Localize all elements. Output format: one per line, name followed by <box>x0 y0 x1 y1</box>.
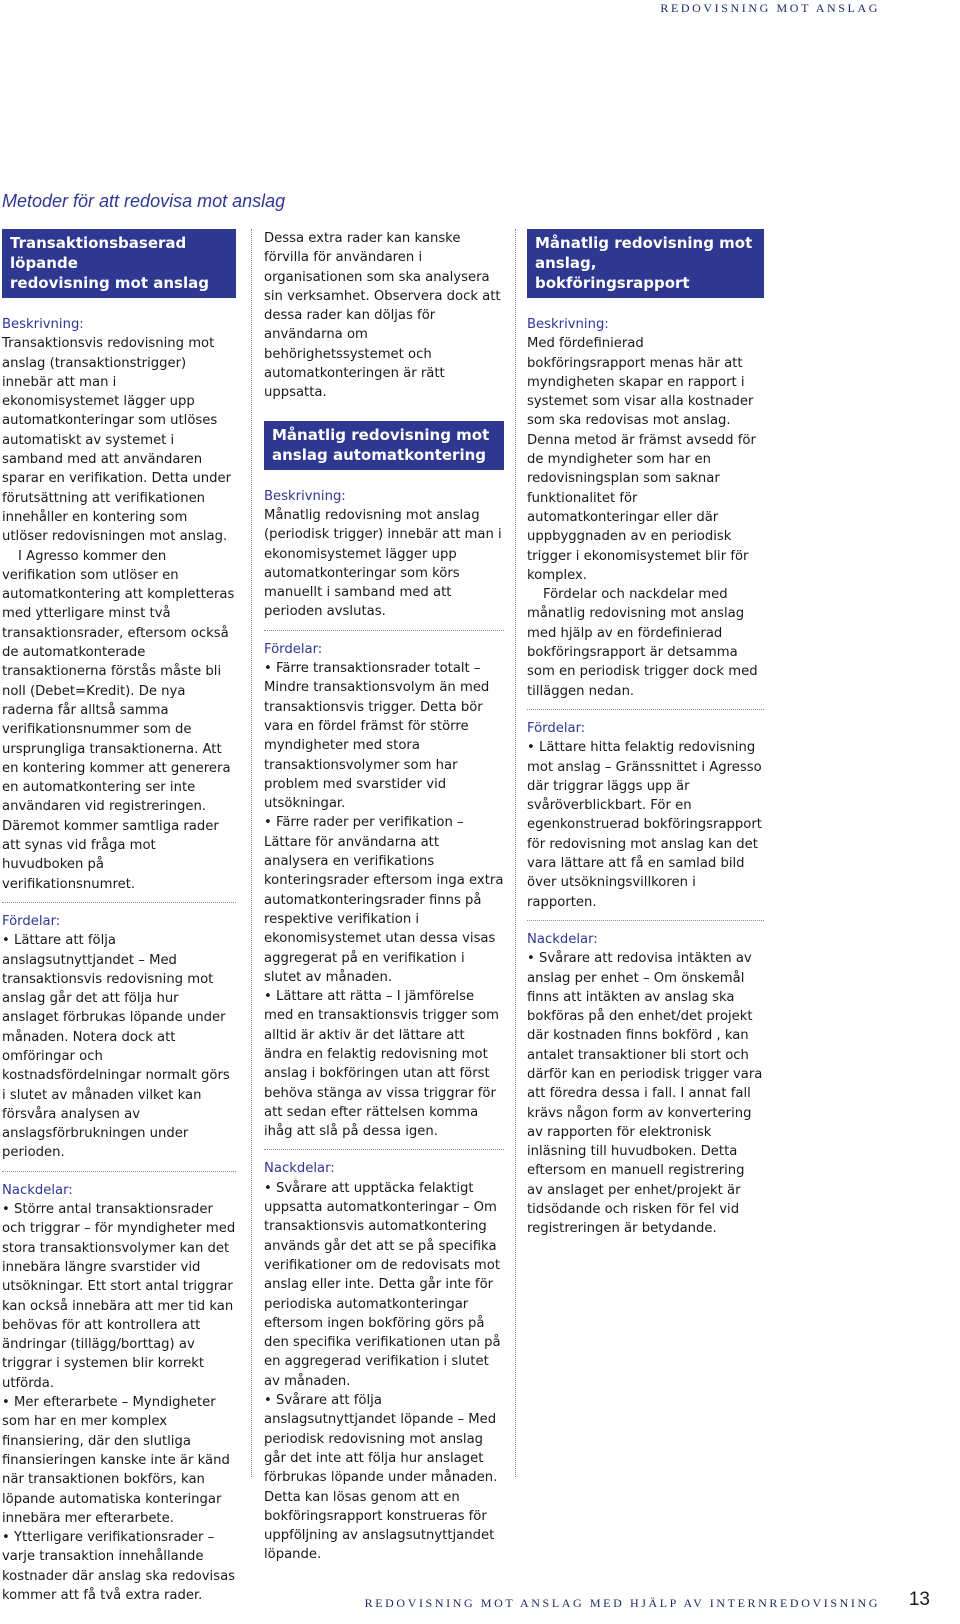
column-divider <box>515 229 516 1477</box>
page-footer: REDOVISNING MOT ANSLAG MED HJÄLP AV INTERNREDOVISNING <box>364 1596 880 1610</box>
column-divider <box>251 229 252 1477</box>
nackdelar-label: Nackdelar: <box>264 1161 335 1177</box>
heading-automatkontering: Månatlig redovisning mot anslag automatkontering <box>264 421 504 470</box>
beskrivning-text-2: Fördelar och nackdelar med månatlig redovisning mot anslag med hjälp av en fördefinierad bokföringsrapport är detsamma som en periodisk trigger dock med tilläggen nedan. <box>527 587 758 699</box>
nackdelar-item: • Svårare att följa anslagsutnyttjandet löpande – Med periodisk redovisning mot anslag går det inte att följa hur anslaget förbrukas löpande under månaden. Detta kan lösas genom att en bokföringsrapport konstrueras för uppföljning av anslagsutnyttjandet löpande. <box>264 1393 498 1563</box>
nackdelar-label: Nackdelar: <box>2 1182 73 1198</box>
fordelar-item: • Lättare hitta felaktig redovisning mot anslag – Gränssnittet i Agresso där triggrar läggs upp är svåröverblickbart. För en egenkonstruerad bokföringsrapport för redovisning mot anslag kan det vara lättare att få en samlad bild över utsökningsvillkoren i rapporten. <box>527 740 762 910</box>
dotted-separator <box>527 920 764 921</box>
column-automatkontering <box>264 229 504 1565</box>
running-head: REDOVISNING MOT ANSLAG <box>660 1 880 15</box>
heading-transaktionsbaserad: Transaktionsbaserad löpande redovisning mot anslag <box>2 229 236 298</box>
nackdelar-item: • Mer efterarbete – Myndigheter som har en mer komplex finansiering, där den slutliga finansieringen kanske inte är känd när transaktionen bokförs, kan löpande automatiska konteringar innebära mer efterarbete. <box>2 1395 230 1526</box>
nackdelar-item: • Större antal transaktionsrader och triggrar – för myndigheter med stora transaktionsvolymer kan det innebära längre svarstider vid utsökningar. Ett stort antal triggrar kan också innebära att mer tid kan behövas för att kontrollera att ändringar (tillägg/borttag) av triggrar i systemen blir korrekt utförda. <box>2 1202 236 1391</box>
column-transaktionsbaserad <box>2 229 236 1605</box>
fordelar-item: • Lättare att följa anslagsutnyttjandet – Med transaktionsvis redovisning mot anslag går det att följa hur anslaget förbrukas löpande under månaden. Notera dock att omföringar och kostnadsfördelningar normalt görs i slutet av månaden vilket kan försvåra analysen av anslagsförbrukningen under perioden. <box>2 933 230 1161</box>
fordelar-item: • Färre rader per verifikation – Lättare för användarna att analysera en verifikations konteringsrader eftersom inga extra automatkonteringsrader finns på respektive verifikation i ekonomisystemet utan dessa visas aggregerat på en verifikation i slutet av månaden. <box>264 815 504 985</box>
column-bokforingsrapport <box>527 229 764 1239</box>
nackdelar-item: • Svårare att upptäcka felaktigt uppsatta automatkonteringar – Om transaktionsvis automatkontering används går det att se på specifika verifikationer om de redovisats mot anslag eller inte. Detta går inte för periodiska automatkonteringar eftersom ingen bokföring görs på den specifika verifikationen utan på en aggregerad verifikation i slutet av månaden. <box>264 1180 501 1389</box>
dotted-separator <box>264 630 504 631</box>
fordelar-item: • Lättare att rätta – I jämförelse med en transaktionsvis trigger som alltid är aktiv är det lättare att ändra en felaktig redovisning mot anslag i bokföringen utan att först behöva stänga av vissa triggrar för att sedan efter rättelsen komma ihåg att slå på dessa igen. <box>264 989 499 1140</box>
fordelar-item: • Färre transaktionsrader totalt – Mindre transaktionsvolym än med transaktionsvis trigger. Detta bör vara en fördel främst för större myndigheter med stora transaktionsvolymer som har problem med svarstider vid utsökningar. <box>264 661 490 812</box>
dotted-separator <box>2 902 236 903</box>
nackdelar-label: Nackdelar: <box>527 931 598 947</box>
beskrivning-label: Beskrivning: <box>527 317 609 332</box>
beskrivning-label: Beskrivning: <box>2 317 84 332</box>
nackdelar-item: • Ytterligare verifikationsrader – varje transaktion innehållande kostnader där anslag ska redovisas kommer att få två extra rader. <box>2 1530 236 1603</box>
fordelar-label: Fördelar: <box>527 720 586 736</box>
nackdelar-item: • Svårare att redovisa intäkten av anslag per enhet – Om önskemål finns att intäkten av anslag ska bokföras på den enhet/det projekt där kostnaden finns bokförd , kan antalet transaktioner bli stort och därför kan en periodisk trigger vara att föredra dessa i fall. I annat fall krävs någon form av konvertering av rapporten för elektronisk inläsning till huvudboken. Detta eftersom en manuell registrering av anslaget per enhet/projekt är tidsödande och risken för fel vid registreringen är betydande. <box>527 951 763 1237</box>
fordelar-label: Fördelar: <box>264 641 323 657</box>
dotted-separator <box>2 1171 236 1172</box>
agresso-paragraph: I Agresso kommer den verifikation som utlöser en automatkontering att kompletteras med ytterligare minst två transaktionsrader, eftersom också de automatkonterade transaktionerna förstås måste bli noll (Debet=Kredit). De nya raderna får alltså samma verifikationsnummer som de ursprungliga transaktionerna. Att en kontering kommer att generera en automatkontering ser inte användaren vid registreringen. Däremot kommer samtliga rader att synas vid fråga mot huvudboken på verifikationsnumret. <box>2 548 235 892</box>
beskrivning-text: Transaktionsvis redovisning mot anslag (transaktionstrigger) innebär att man i ekonomisystemet lägger upp automatkonteringar som utlöses automatiskt av systemet i samband med att användaren sparar en verifikation. Detta under förutsättning att verifikationen innehåller en kontering som utlöser redovisningen mot anslag. <box>2 336 232 545</box>
intro-text: Dessa extra rader kan kanske förvilla för användaren i organisationen som ska analysera sin verksamhet. Observera dock att dessa rader kan döljas för användarna om behörighetssystemet och automatkonteringen är rätt uppsatta. <box>264 231 501 401</box>
page-number: 13 <box>908 1589 930 1610</box>
beskrivning-label: Beskrivning: <box>264 488 346 504</box>
beskrivning-text: Månatlig redovisning mot anslag (periodisk trigger) innebär att man i ekonomisystemet lägger upp automatkonteringar som körs manuellt i samband med att perioden avslutas. <box>264 507 502 620</box>
dotted-separator <box>527 709 764 710</box>
section-title: Metoder för att redovisa mot anslag <box>2 191 286 211</box>
dotted-separator <box>264 1149 504 1150</box>
heading-bokforingsrapport: Månatlig redovisning mot anslag, bokföringsrapport <box>527 229 764 298</box>
beskrivning-text: Med fördefinierad bokföringsrapport menas här att myndigheten skapar en rapport i systemet som visar alla kostnader som ska redovisas mot anslag. Denna metod är främst avsedd för de myndigheter som har en redovisningsplan som saknar funktionalitet för automatkonteringar eller där uppbyggnaden av en periodisk trigger i ekonomisystemet blir för komplex. <box>527 336 756 583</box>
fordelar-label: Fördelar: <box>2 913 61 929</box>
